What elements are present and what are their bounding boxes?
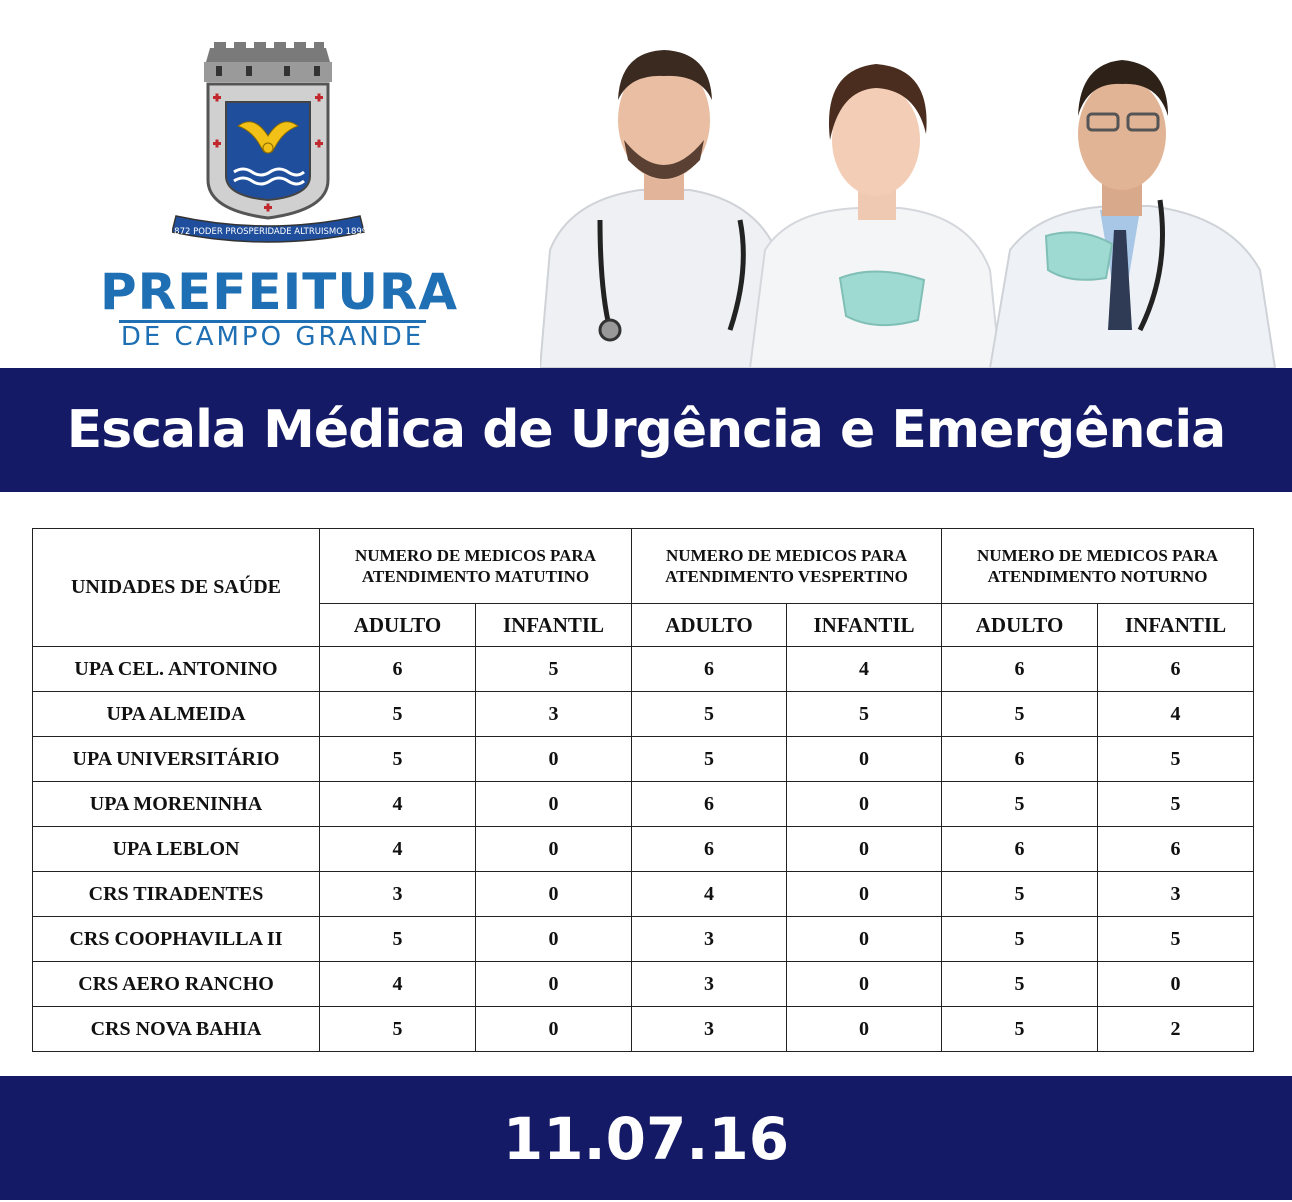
table-row bbox=[33, 737, 1254, 782]
doctor-center-figure bbox=[750, 64, 1000, 368]
table-row bbox=[33, 872, 1254, 917]
value-cell: 3 bbox=[1098, 872, 1254, 917]
doctors-photo bbox=[540, 30, 1280, 368]
value-cell: 3 bbox=[632, 917, 787, 962]
logo-sub-text: DE CAMPO GRANDE bbox=[120, 322, 425, 352]
svg-text:1872 PODER PROSPERIDADE ALTRUI: 1872 PODER PROSPERIDADE ALTRUISMO 1899 bbox=[168, 227, 368, 237]
table-row bbox=[33, 782, 1254, 827]
table-row bbox=[33, 1007, 1254, 1052]
unit-name-cell: CRS TIRADENTES bbox=[33, 872, 320, 917]
doctor-right-figure bbox=[990, 60, 1275, 368]
value-cell: 5 bbox=[320, 692, 476, 737]
table-header-row bbox=[33, 529, 1254, 604]
value-cell: 6 bbox=[632, 782, 787, 827]
value-cell: 5 bbox=[320, 1007, 476, 1052]
value-cell: 0 bbox=[476, 782, 632, 827]
value-cell: 0 bbox=[476, 962, 632, 1007]
value-cell: 5 bbox=[942, 917, 1098, 962]
page-title: Escala Médica de Urgência e Emergência bbox=[66, 400, 1226, 460]
value-cell: 5 bbox=[787, 692, 942, 737]
value-cell: 5 bbox=[320, 737, 476, 782]
value-cell: 0 bbox=[787, 782, 942, 827]
group-header-matutino: NUMERO DE MEDICOS PARA ATENDIMENTO MATUTINO bbox=[320, 529, 632, 604]
unit-name-cell: UPA MORENINHA bbox=[33, 782, 320, 827]
table-row bbox=[33, 647, 1254, 692]
unit-name-cell: CRS NOVA BAHIA bbox=[33, 1007, 320, 1052]
group-header-noturno: NUMERO DE MEDICOS PARA ATENDIMENTO NOTURNO bbox=[942, 529, 1254, 604]
value-cell: 6 bbox=[942, 827, 1098, 872]
subheader-infantil: INFANTIL bbox=[787, 604, 942, 647]
doctor-left-figure bbox=[540, 50, 790, 368]
value-cell: 5 bbox=[942, 692, 1098, 737]
value-cell: 5 bbox=[632, 737, 787, 782]
value-cell: 5 bbox=[942, 1007, 1098, 1052]
table-row bbox=[33, 917, 1254, 962]
value-cell: 6 bbox=[942, 737, 1098, 782]
unit-name-cell: UPA UNIVERSITÁRIO bbox=[33, 737, 320, 782]
value-cell: 6 bbox=[942, 647, 1098, 692]
subheader-adulto: ADULTO bbox=[942, 604, 1098, 647]
value-cell: 0 bbox=[787, 827, 942, 872]
subheader-adulto: ADULTO bbox=[632, 604, 787, 647]
unit-name-cell: CRS AERO RANCHO bbox=[33, 962, 320, 1007]
value-cell: 3 bbox=[320, 872, 476, 917]
value-cell: 0 bbox=[787, 962, 942, 1007]
value-cell: 3 bbox=[632, 1007, 787, 1052]
value-cell: 4 bbox=[787, 647, 942, 692]
subheader-adulto: ADULTO bbox=[320, 604, 476, 647]
value-cell: 0 bbox=[476, 872, 632, 917]
value-cell: 0 bbox=[476, 1007, 632, 1052]
value-cell: 3 bbox=[476, 692, 632, 737]
value-cell: 0 bbox=[476, 737, 632, 782]
value-cell: 5 bbox=[1098, 782, 1254, 827]
value-cell: 5 bbox=[942, 962, 1098, 1007]
unit-column-header: UNIDADES DE SAÚDE bbox=[33, 529, 320, 647]
value-cell: 6 bbox=[1098, 827, 1254, 872]
table-row bbox=[33, 962, 1254, 1007]
prefeitura-logo bbox=[100, 263, 459, 352]
value-cell: 5 bbox=[320, 917, 476, 962]
city-coat-of-arms-icon bbox=[168, 40, 368, 245]
value-cell: 6 bbox=[1098, 647, 1254, 692]
subheader-infantil: INFANTIL bbox=[1098, 604, 1254, 647]
value-cell: 0 bbox=[787, 872, 942, 917]
unit-name-cell: CRS COOPHAVILLA II bbox=[33, 917, 320, 962]
value-cell: 5 bbox=[1098, 917, 1254, 962]
value-cell: 5 bbox=[632, 692, 787, 737]
header bbox=[0, 0, 1292, 368]
date-banner bbox=[0, 1076, 1292, 1200]
value-cell: 4 bbox=[632, 872, 787, 917]
value-cell: 3 bbox=[632, 962, 787, 1007]
value-cell: 5 bbox=[942, 872, 1098, 917]
table-row bbox=[33, 827, 1254, 872]
value-cell: 0 bbox=[787, 1007, 942, 1052]
value-cell: 5 bbox=[1098, 737, 1254, 782]
logo-main-text: PREFEITURA bbox=[100, 263, 459, 321]
title-banner bbox=[0, 368, 1292, 492]
value-cell: 6 bbox=[320, 647, 476, 692]
value-cell: 0 bbox=[476, 917, 632, 962]
subheader-infantil: INFANTIL bbox=[476, 604, 632, 647]
value-cell: 2 bbox=[1098, 1007, 1254, 1052]
value-cell: 0 bbox=[1098, 962, 1254, 1007]
value-cell: 4 bbox=[1098, 692, 1254, 737]
value-cell: 5 bbox=[942, 782, 1098, 827]
schedule-date: 11.07.16 bbox=[502, 1105, 790, 1173]
value-cell: 0 bbox=[787, 917, 942, 962]
value-cell: 0 bbox=[476, 827, 632, 872]
table-row bbox=[33, 692, 1254, 737]
value-cell: 4 bbox=[320, 962, 476, 1007]
value-cell: 4 bbox=[320, 827, 476, 872]
unit-name-cell: UPA CEL. ANTONINO bbox=[33, 647, 320, 692]
value-cell: 4 bbox=[320, 782, 476, 827]
group-header-vespertino: NUMERO DE MEDICOS PARA ATENDIMENTO VESPERTINO bbox=[632, 529, 942, 604]
unit-name-cell: UPA ALMEIDA bbox=[33, 692, 320, 737]
unit-name-cell: UPA LEBLON bbox=[33, 827, 320, 872]
schedule-table bbox=[32, 528, 1254, 1052]
value-cell: 0 bbox=[787, 737, 942, 782]
value-cell: 5 bbox=[476, 647, 632, 692]
value-cell: 6 bbox=[632, 647, 787, 692]
value-cell: 6 bbox=[632, 827, 787, 872]
